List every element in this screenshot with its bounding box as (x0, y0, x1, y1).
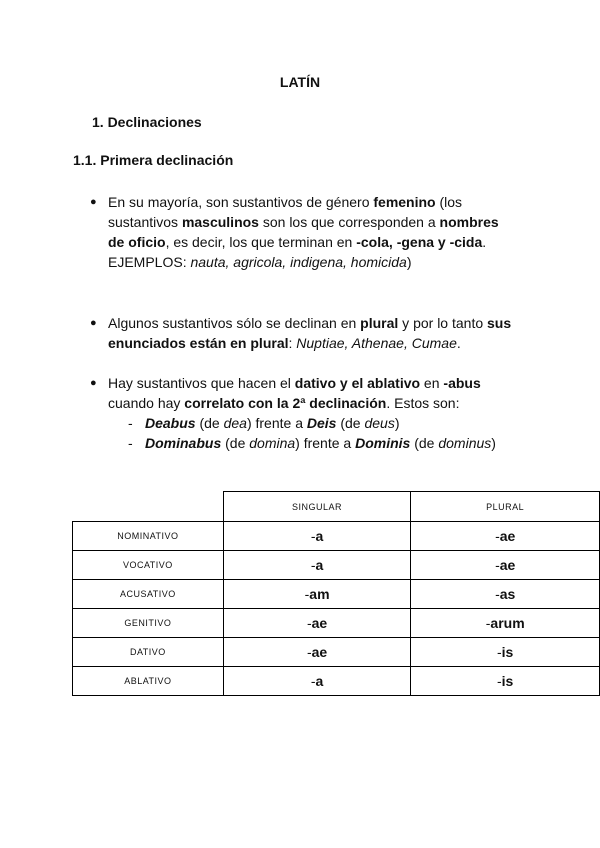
plural-ending: -arum (411, 609, 600, 638)
case-label: DATIVO (73, 638, 224, 667)
column-header-singular: SINGULAR (223, 492, 411, 522)
table-header-row (73, 492, 600, 522)
bullet-item (92, 192, 512, 272)
singular-ending: -ae (223, 609, 411, 638)
table-row (73, 522, 600, 551)
section-heading: 1. Declinaciones (92, 114, 202, 130)
table-row (73, 551, 600, 580)
singular-ending: -a (223, 551, 411, 580)
plural-ending: -is (411, 667, 600, 696)
sub-list-text: Deabus (de dea) frente a Deis (de deus) (145, 415, 400, 431)
bullet-icon: ● (90, 377, 97, 389)
bullet-icon: ● (90, 196, 97, 208)
dash-marker: - (128, 435, 133, 451)
bullet-item (92, 313, 512, 353)
case-label: ABLATIVO (73, 667, 224, 696)
case-label: NOMINATIVO (73, 522, 224, 551)
plural-ending: -as (411, 580, 600, 609)
case-label: GENITIVO (73, 609, 224, 638)
sub-list-text: Dominabus (de domina) frente a Dominis (de dominus) (145, 435, 496, 451)
sub-list-item (128, 433, 496, 453)
singular-ending: -am (223, 580, 411, 609)
case-label: VOCATIVO (73, 551, 224, 580)
bullet-text: Algunos sustantivos sólo se declinan en plural y por lo tanto sus enunciados están en plural: Nuptiae, Athenae, Cumae. (108, 315, 512, 351)
table-row (73, 609, 600, 638)
bullet-icon: ● (90, 317, 97, 329)
plural-ending: -ae (411, 522, 600, 551)
singular-ending: -ae (223, 638, 411, 667)
bullet-text: En su mayoría, son sustantivos de género femenino (los sustantivos masculinos son los que corresponden a nombres de oficio, es decir, los que terminan en -cola, -gena y -cida. EJEMPLOS: nauta, agricola, indigena, homicida) (108, 194, 499, 270)
table-row (73, 580, 600, 609)
singular-ending: -a (223, 667, 411, 696)
plural-ending: -is (411, 638, 600, 667)
table-row (73, 667, 600, 696)
bullet-item (92, 373, 512, 413)
column-header-plural: PLURAL (411, 492, 600, 522)
table-corner-cell (73, 492, 224, 522)
sub-list-item (128, 413, 400, 433)
subsection-heading: 1.1. Primera declinación (73, 152, 234, 168)
case-label: ACUSATIVO (73, 580, 224, 609)
table-row (73, 638, 600, 667)
document-title: LATÍN (279, 74, 321, 90)
bullet-text: Hay sustantivos que hacen el dativo y el ablativo en -abus cuando hay correlato con la 2ª declinación. Estos son: (108, 375, 481, 411)
declension-table (72, 491, 600, 696)
dash-marker: - (128, 415, 133, 431)
plural-ending: -ae (411, 551, 600, 580)
singular-ending: -a (223, 522, 411, 551)
